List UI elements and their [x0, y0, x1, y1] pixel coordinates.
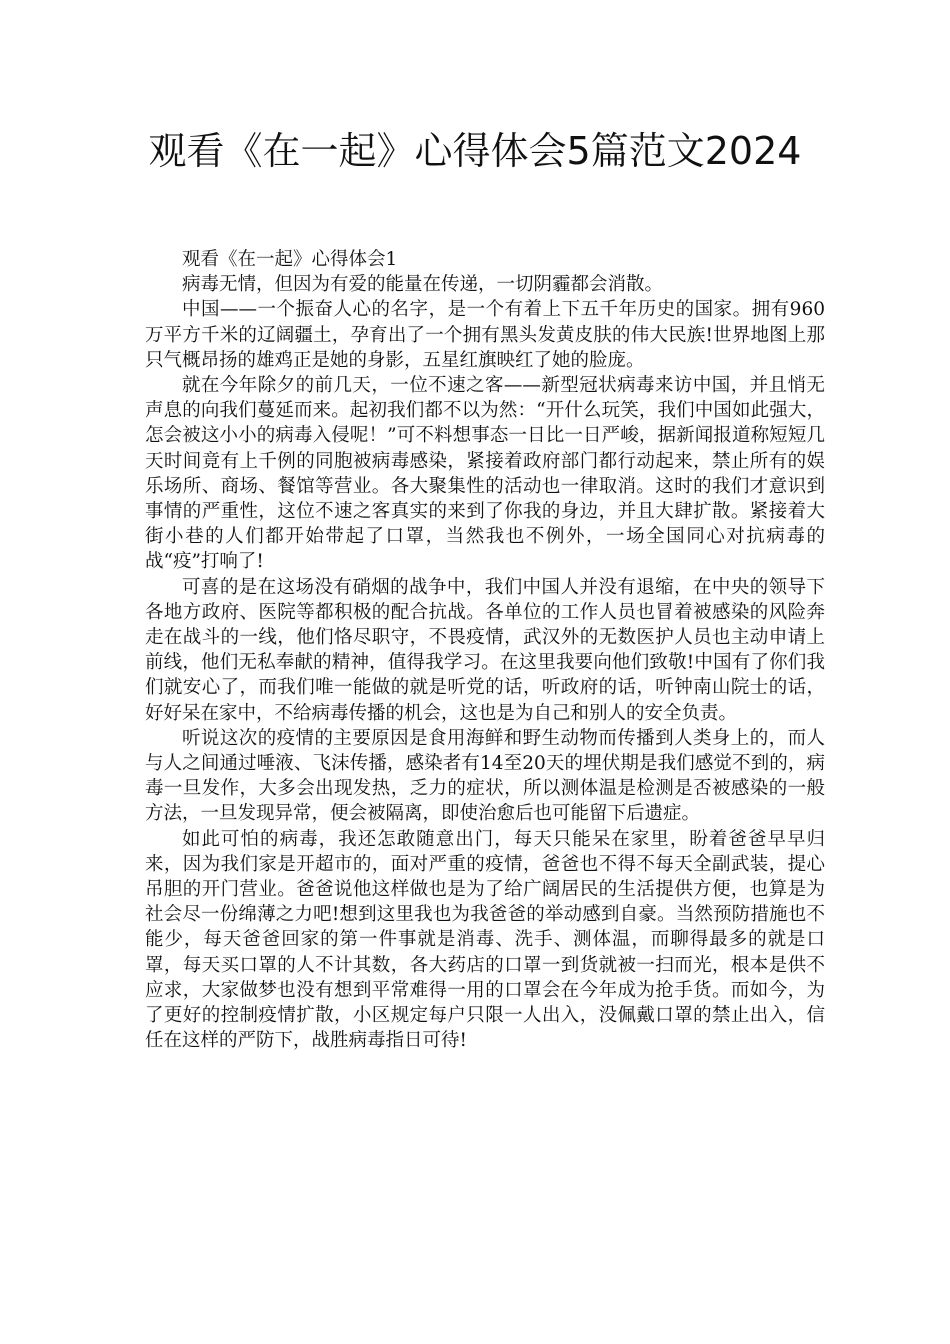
document-title: 观看《在一起》心得体会5篇范文2024 [148, 129, 802, 173]
paragraph: 就在今年除夕的前几天，一位不速之客——新型冠状病毒来访中国，并且悄无声息的向我们蔓延而来。起初我们都不以为然：“开什么玩笑，我们中国如此强大，怎会被这小小的病毒入侵呢！”可不料想事态一日比一日严峻，据新闻报道称短短几天时间竟有上千例的同胞被病毒感染，紧接着政府部门都行动起来，禁止所有的娱乐场所、商场、餐馆等营业。各大聚集性的活动也一律取消。这时的我们才意识到事情的严重性，这位不速之客真实的来到了你我的身边，并且大肆扩散。紧接着大街小巷的人们都开始带起了口罩，当然我也不例外，一场全国同心对抗病毒的战“疫”打响了! [145, 375, 825, 573]
paragraph: 中国——一个振奋人心的名字，是一个有着上下五千年历史的国家。拥有960万平方千米的辽阔疆土，孕育出了一个拥有黑头发黄皮肤的伟大民族!世界地图上那只气概昂扬的雄鸡正是她的身影，五星红旗映红了她的脸庞。 [145, 299, 825, 371]
paragraph: 听说这次的疫情的主要原因是食用海鲜和野生动物而传播到人类身上的，而人与人之间通过唾液、飞沫传播，感染者有14至20天的埋伏期是我们感觉不到的，病毒一旦发作，大多会出现发热，乏力的症状，所以测体温是检测是否被感染的一般方法，一旦发现异常，便会被隔离，即使治愈后也可能留下后遗症。 [145, 727, 825, 825]
paragraph: 病毒无情，但因为有爱的能量在传递，一切阴霾都会消散。 [182, 274, 664, 296]
section-heading: 观看《在一起》心得体会1 [182, 249, 398, 270]
paragraph: 可喜的是在这场没有硝烟的战争中，我们中国人并没有退缩，在中央的领导下各地方政府、医院等都积极的配合抗战。各单位的工作人员也冒着被感染的风险奔走在战斗的一线，他们恪尽职守，不畏疫情，武汉外的无数医护人员也主动申请上前线，他们无私奉献的精神，值得我学习。在这里我要向他们致敬!中国有了你们我们就安心了，而我们唯一能做的就是听党的话，听政府的话，听钟南山院士的话，好好呆在家中，不给病毒传播的机会，这也是为自己和别人的安全负责。 [145, 576, 825, 724]
paragraph: 如此可怕的病毒，我还怎敢随意出门，每天只能呆在家里，盼着爸爸早早归来，因为我们家是开超市的，面对严重的疫情，爸爸也不得不每天全副武装，提心吊胆的开门营业。爸爸说他这样做也是为了给广阔居民的生活提供方便，也算是为社会尽一份绵薄之力吧!想到这里我也为我爸爸的举动感到自豪。当然预防措施也不能少，每天爸爸回家的第一件事就是消毒、洗手、测体温，而聊得最多的就是口罩，每天买口罩的人不计其数，各大药店的口罩一到货就被一扫而光，根本是供不应求，大家做梦也没有想到平常难得一用的口罩会在今年成为抢手货。而如今，为了更好的控制疫情扩散，小区规定每户只限一人出入，没佩戴口罩的禁止出入，信任在这样的严防下，战胜病毒指日可待! [145, 828, 825, 1052]
document-body [145, 247, 825, 1054]
